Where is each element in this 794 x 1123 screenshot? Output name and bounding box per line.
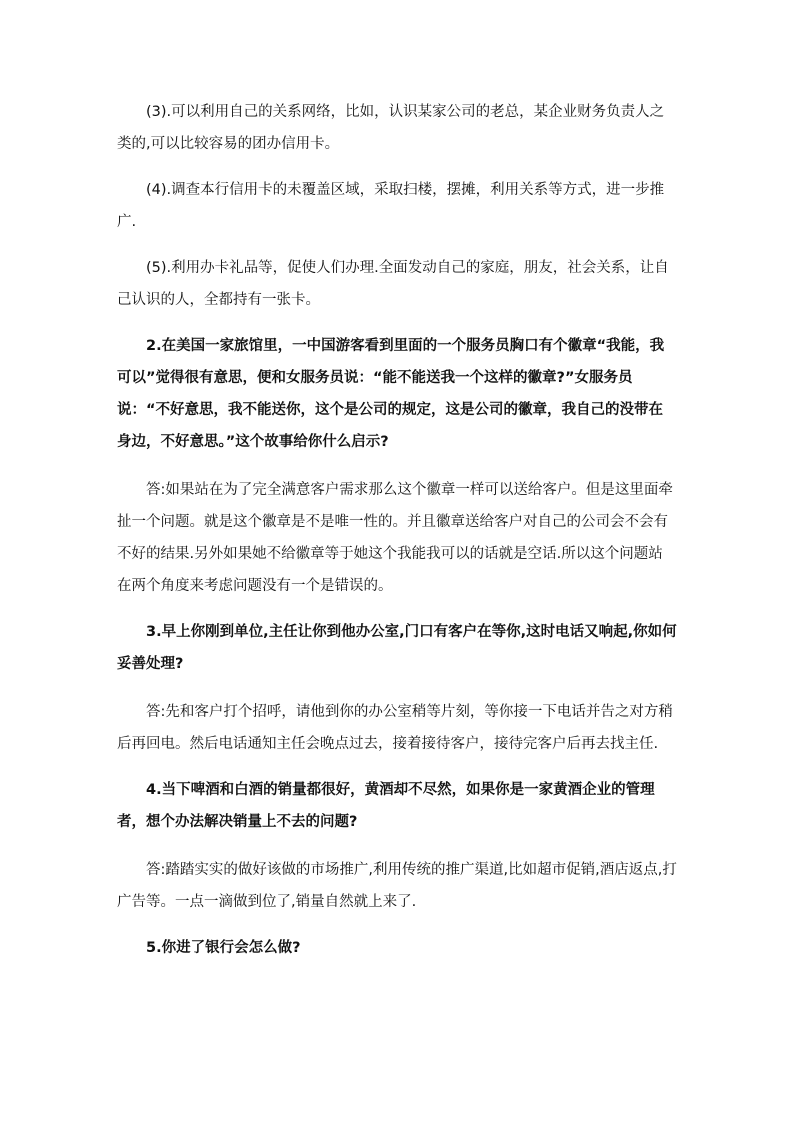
question-4: 4.当下啤酒和白酒的销量都很好，黄酒却不尽然，如果你是一家黄酒企业的管理者，想个办法解决销量上不去的问题? — [117, 782, 655, 830]
paragraph-point-5: (5).利用办卡礼品等，促使人们办理.全面发动自己的家庭，朋友，社会关系，让自己认识的人，全都持有一张卡。 — [117, 260, 669, 308]
answer-3: 答:先和客户打个招呼，请他到你的办公室稍等片刻，等你接一下电话并告之对方稍后再回电。然后电话通知主任会晚点过去，接着接待客户，接待完客户后再去找主任. — [117, 704, 673, 752]
answer-2: 答:如果站在为了完全满意客户需求那么这个徽章一样可以送给客户。但是这里面牵扯一个问题。就是这个徽章是不是唯一性的。并且徽章送给客户对自己的公司会不会有不好的结果.另外如果她不给徽章等于她这个我能我可以的话就是空话.所以这个问题站在两个角度来考虑问题没有一个是错误的。 — [117, 482, 673, 594]
paragraph-point-3: (3).可以利用自己的关系网络，比如，认识某家公司的老总，某企业财务负责人之类的,可以比较容易的团办信用卡。 — [117, 104, 665, 152]
question-5: 5.你进了银行会怎么做? — [146, 940, 301, 956]
paragraph-point-4: (4).调查本行信用卡的未覆盖区域，采取扫楼，摆摊，利用关系等方式，进一步推广. — [117, 182, 665, 230]
document-page — [117, 96, 677, 964]
question-2: 2.在美国一家旅馆里，一中国游客看到里面的一个服务员胸口有个徽章“我能，我可以”觉得很有意思，便和女服务员说：“能不能送我一个这样的徽章?”女服务员说：“不好意思，我不能送你，这个是公司的规定，这是公司的徽章，我自己的没带在身边，不好意思。”这个故事给你什么启示? — [117, 338, 665, 450]
answer-4: 答:踏踏实实的做好该做的市场推广,利用传统的推广渠道,比如超市促销,酒店返点,打广告等。一点一滴做到位了,销量自然就上来了. — [117, 862, 677, 910]
question-3: 3.早上你刚到单位,主任让你到他办公室,门口有客户在等你,这时电话又响起,你如何妥善处理? — [117, 624, 677, 672]
